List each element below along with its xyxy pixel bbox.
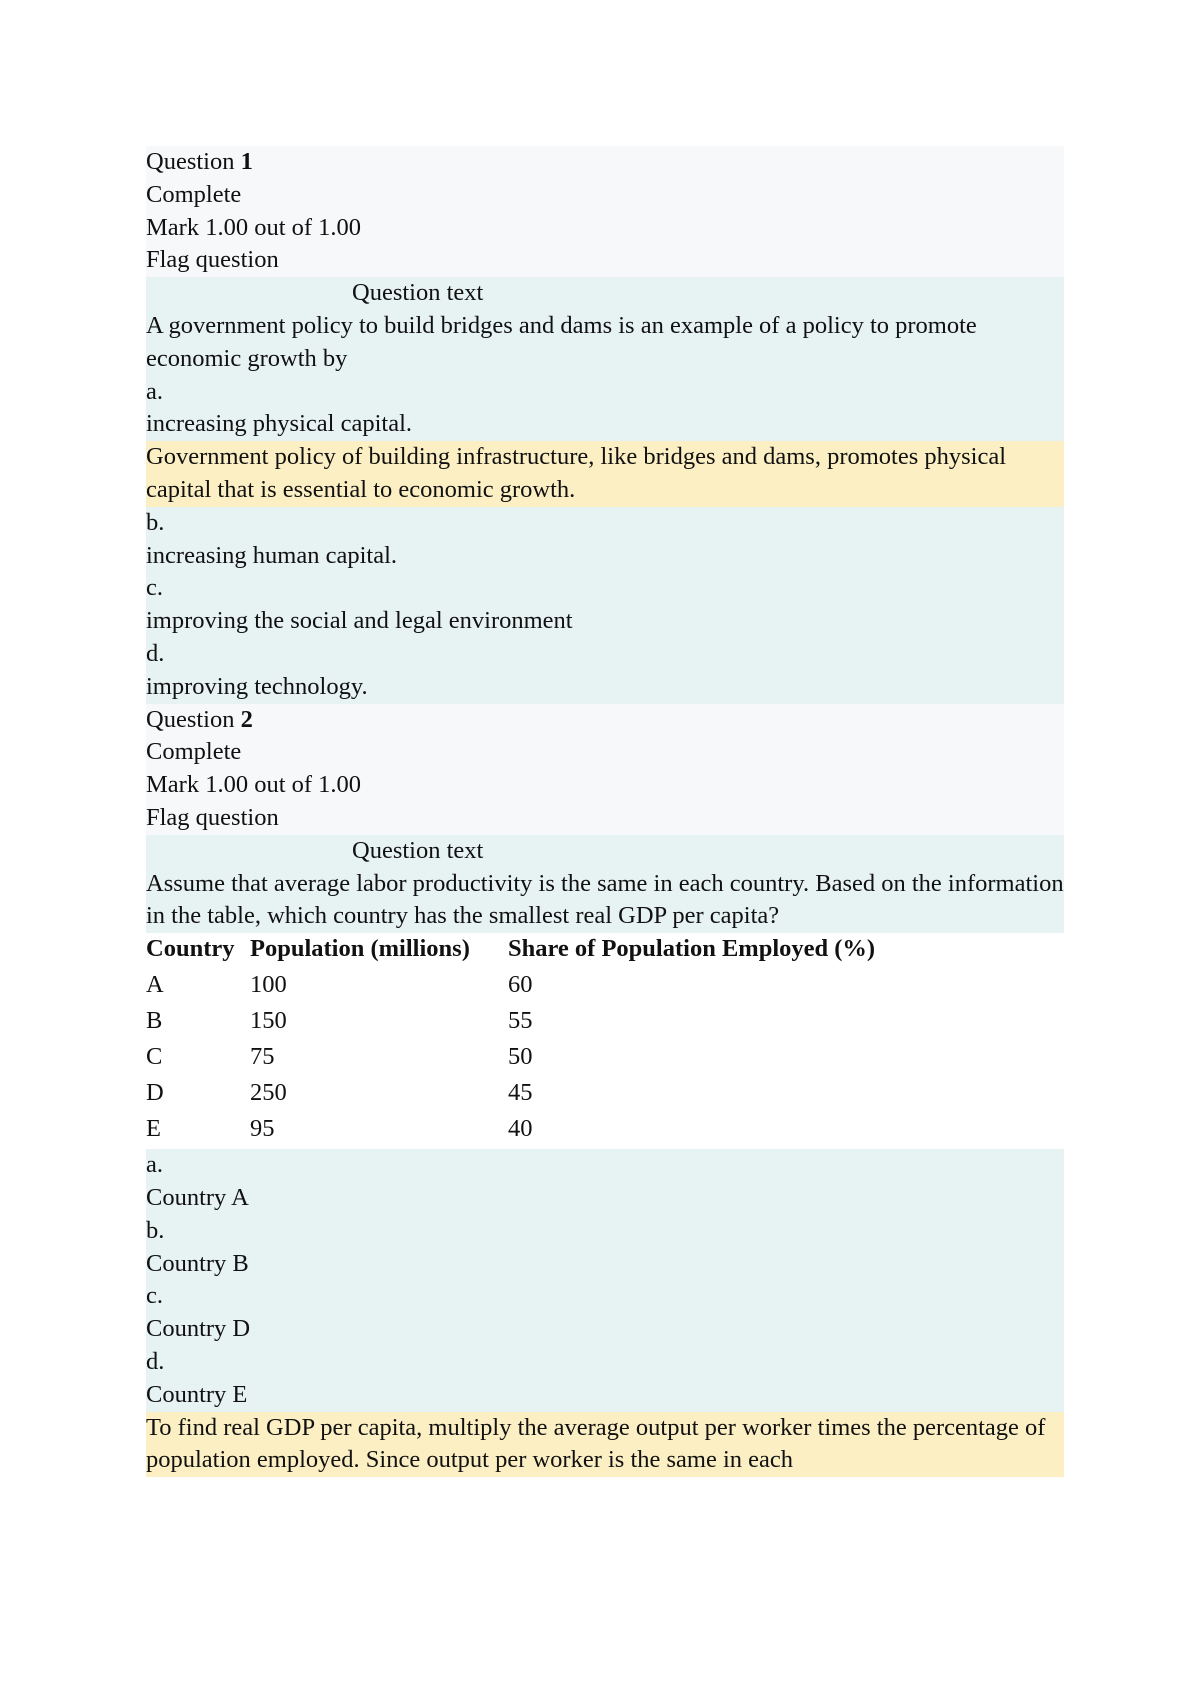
option-text[interactable]: Country A [146,1183,249,1211]
column-header-country: Country [146,935,235,963]
question-1-feedback [146,441,1064,507]
table-cell: C [146,1043,163,1071]
quiz-review-page [146,146,1064,1477]
question-label: Question [146,705,235,733]
table-cell: 100 [250,971,287,999]
question-2-text: Assume that average labor productivity is the same in each country. Based on the information in the table, which country has the smallest real GDP per capita? [146,869,1064,930]
option-text[interactable]: improving the social and legal environment [146,607,573,635]
option-letter[interactable]: a. [146,377,163,405]
table-row [146,1077,875,1113]
question-1-status: Complete [146,180,242,208]
question-2-status: Complete [146,738,242,766]
option-text[interactable]: Country E [146,1380,248,1408]
question-number: 2 [240,705,253,733]
table-cell: 55 [508,1007,533,1035]
question-1-text-heading: Question text [352,279,484,307]
column-header-share-employed: Share of Population Employed (%) [508,935,876,963]
question-2-flag-link[interactable]: Flag question [146,803,279,831]
table-cell: 45 [508,1079,533,1107]
question-2-feedback [146,1412,1064,1478]
feedback-text: To find real GDP per capita, multiply the average output per worker times the percentage of population employed. Since output per worker is the same in each [146,1413,1046,1474]
question-1-content [146,277,1064,441]
question-1-options-rest [146,507,1064,704]
country-data-table [146,933,875,1149]
option-letter[interactable]: c. [146,1282,163,1310]
option-letter[interactable]: c. [146,574,163,602]
question-label: Question [146,148,235,175]
option-letter[interactable]: b. [146,508,165,536]
option-text[interactable]: increasing physical capital. [146,410,412,438]
option-text[interactable]: improving technology. [146,672,368,700]
table-cell: 50 [508,1043,533,1071]
question-2-text-heading: Question text [352,836,484,864]
table-cell: 75 [250,1043,275,1071]
column-header-population: Population (millions) [250,935,470,963]
question-1-heading [146,146,1064,179]
table-row [146,1113,875,1149]
option-text[interactable]: Country B [146,1249,249,1277]
table-cell: 150 [250,1007,287,1035]
question-2-heading [146,704,1064,737]
table-cell: 95 [250,1115,275,1143]
table-cell: B [146,1007,163,1035]
option-text[interactable]: increasing human capital. [146,541,398,569]
table-cell: 250 [250,1079,287,1107]
feedback-text: Government policy of building infrastructure, like bridges and dams, promotes physical capital that is essential to economic growth. [146,443,1007,503]
question-1-flag-link[interactable]: Flag question [146,246,279,274]
option-text[interactable]: Country D [146,1315,251,1343]
question-2-options [146,1149,1064,1411]
question-1-text: A government policy to build bridges and dams is an example of a policy to promote economic growth by [146,311,977,372]
table-cell: A [146,971,164,999]
question-1-info [146,146,1064,277]
table-cell: 40 [508,1115,533,1143]
question-1-mark: Mark 1.00 out of 1.00 [146,213,362,241]
option-letter[interactable]: d. [146,1347,165,1375]
table-row [146,1041,875,1077]
option-letter[interactable]: a. [146,1151,163,1179]
option-letter[interactable]: b. [146,1216,165,1244]
table-cell: D [146,1079,164,1107]
table-cell: 60 [508,971,533,999]
option-letter[interactable]: d. [146,639,165,667]
question-number: 1 [240,148,253,175]
question-2-info [146,704,1064,835]
question-2-content [146,835,1064,933]
question-2-mark: Mark 1.00 out of 1.00 [146,771,362,799]
table-row [146,1005,875,1041]
table-header-row [146,933,875,969]
table-cell: E [146,1115,161,1143]
table-row [146,969,875,1005]
